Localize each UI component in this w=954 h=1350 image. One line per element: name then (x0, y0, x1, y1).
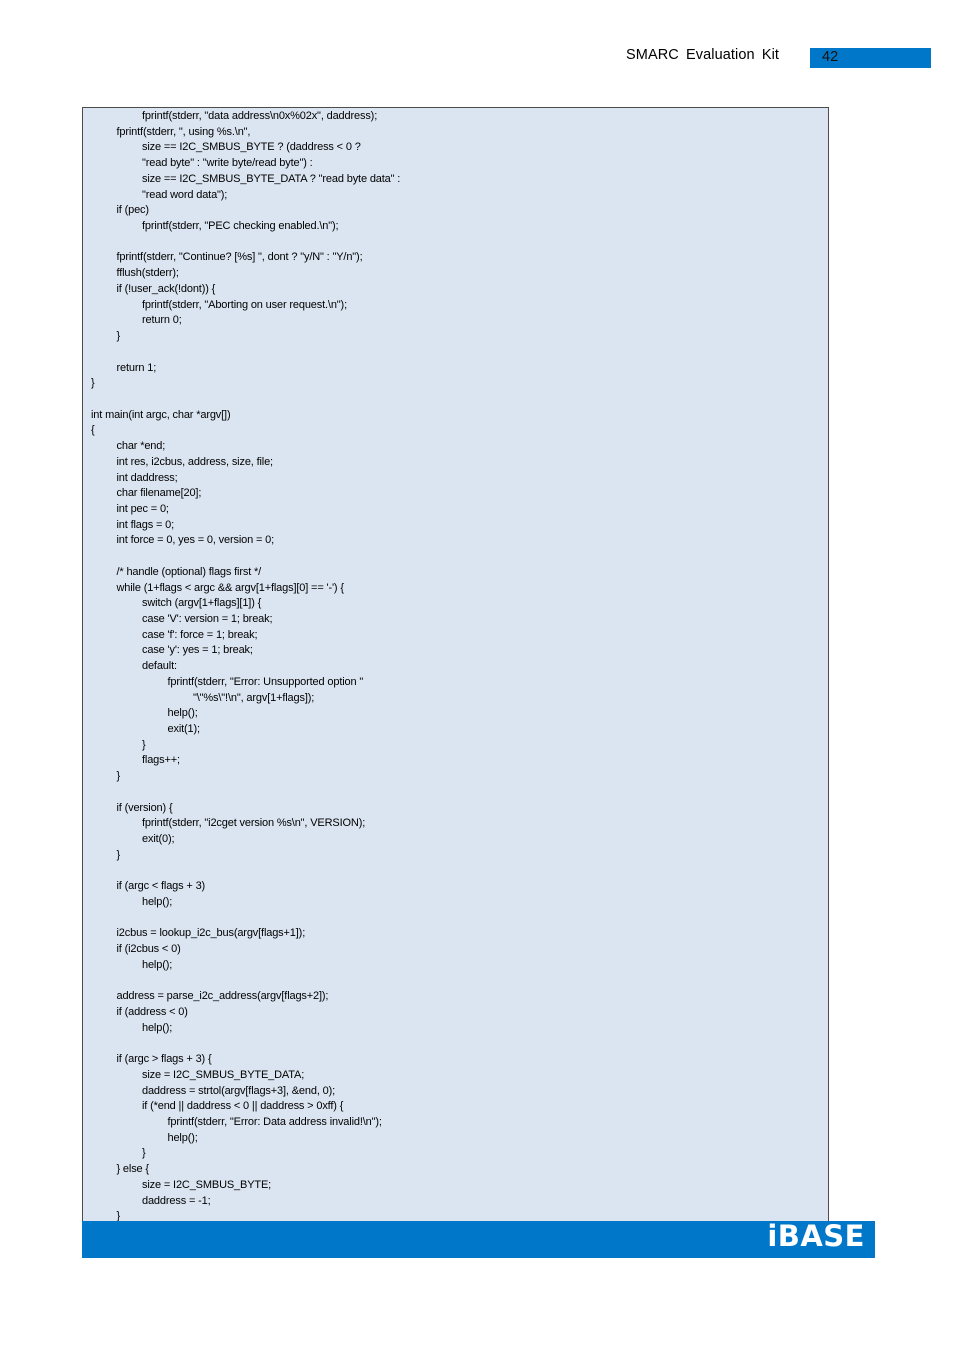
code-line: } (142, 738, 146, 751)
code-line: /* handle (optional) flags first */ (116, 565, 262, 578)
code-line: if (argc < flags + 3) (116, 880, 206, 893)
code-line: switch (argv[1+flags][1]) { (142, 597, 262, 610)
code-listing-box (82, 107, 829, 1222)
code-line: "\"%s\"!\n", argv[1+flags]); (193, 691, 315, 704)
code-line: help(); (167, 707, 198, 720)
code-line (91, 345, 400, 361)
code-line: exit(0); (142, 833, 175, 846)
code-line: } (116, 848, 121, 861)
code-line (91, 1036, 400, 1052)
code-line: size == I2C_SMBUS_BYTE_DATA ? "read byte data" : (142, 172, 401, 185)
code-line: } (116, 1210, 121, 1222)
code-line: size = I2C_SMBUS_BYTE_DATA; (142, 1068, 305, 1081)
code-line: case 'V': version = 1; break; (142, 613, 273, 625)
code-line: fprintf(stderr, "Error: Unsupported option " (167, 675, 364, 688)
code-line: daddress = -1; (142, 1194, 211, 1207)
code-line: if (i2cbus < 0) (116, 943, 181, 956)
code-listing (91, 109, 400, 1222)
code-line (91, 864, 400, 880)
code-line: flags++; (142, 754, 180, 767)
code-line: case 'y': yes = 1; break; (142, 644, 253, 657)
code-line: int res, i2cbus, address, size, file; (116, 455, 273, 468)
page-number-bar (810, 48, 931, 68)
code-line: help(); (142, 895, 173, 908)
code-line: fprintf(stderr, "data address\n0x%02x", daddress); (142, 110, 378, 122)
code-line: if (*end || daddress < 0 || daddress > 0xff) { (142, 1100, 344, 1113)
code-line (91, 549, 400, 565)
document-title: SMARC Evaluation Kit (626, 47, 780, 63)
code-line: help(); (142, 958, 173, 971)
code-line: i2cbus = lookup_i2c_bus(argv[flags+1]); (116, 927, 306, 940)
code-line (91, 785, 400, 801)
code-line: int main(int argc, char *argv[]) (91, 408, 231, 421)
code-line: if (address < 0) (116, 1005, 188, 1018)
code-line: size == I2C_SMBUS_BYTE ? (daddress < 0 ? (142, 141, 361, 154)
code-line: } (116, 330, 121, 343)
code-line (91, 911, 400, 927)
code-line: } (142, 1147, 146, 1160)
code-line: "read byte" : "write byte/read byte") : (142, 157, 313, 170)
code-line: fprintf(stderr, "i2cget version %s\n", VERSION); (142, 817, 366, 830)
code-line: } (116, 770, 121, 783)
code-line: daddress = strtol(argv[flags+3], &end, 0); (142, 1084, 336, 1097)
footer-bar (82, 1221, 875, 1258)
code-line (91, 235, 400, 251)
code-line: case 'f': force = 1; break; (142, 628, 258, 641)
code-line: char filename[20]; (116, 487, 202, 500)
code-line: while (1+flags < argc && argv[1+flags][0] == '-') { (116, 581, 344, 594)
code-line: if (pec) (116, 204, 149, 217)
code-line: fflush(stderr); (116, 267, 179, 280)
code-line: fprintf(stderr, "Error: Data address invalid!\n"); (167, 1116, 382, 1128)
ibase-logo: iBASE (767, 1219, 865, 1253)
code-line: } (91, 377, 95, 390)
code-line: int daddress; (116, 471, 178, 484)
code-line: int force = 0, yes = 0, version = 0; (116, 534, 275, 547)
code-line: size = I2C_SMBUS_BYTE; (142, 1178, 272, 1191)
code-line: fprintf(stderr, ", using %s.\n", (116, 125, 251, 138)
code-line: { (91, 424, 95, 437)
code-line: exit(1); (167, 723, 200, 736)
code-line: address = parse_i2c_address(argv[flags+2]); (116, 990, 329, 1003)
code-line: default: (142, 660, 177, 673)
code-line: if (argc > flags + 3) { (116, 1053, 212, 1066)
code-line: int pec = 0; (116, 502, 169, 515)
code-line: fprintf(stderr, "Continue? [%s] ", dont ? "y/N" : "Y/n"); (116, 251, 363, 264)
code-line: return 0; (142, 314, 182, 327)
code-line: if (!user_ack(!dont)) { (116, 282, 216, 295)
code-line: return 1; (116, 361, 157, 374)
code-line: char *end; (116, 440, 166, 453)
code-line (91, 392, 400, 408)
code-line: if (version) { (116, 801, 173, 814)
page-number: 42 (822, 49, 839, 65)
code-line: int flags = 0; (116, 518, 175, 531)
code-line: help(); (167, 1131, 198, 1144)
code-line: } else { (116, 1163, 149, 1176)
code-line: fprintf(stderr, "PEC checking enabled.\n"); (142, 220, 339, 233)
code-line (91, 974, 400, 990)
code-line: fprintf(stderr, "Aborting on user request.\n"); (142, 298, 347, 311)
code-line: help(); (142, 1021, 173, 1034)
code-line: "read word data"); (142, 188, 228, 201)
